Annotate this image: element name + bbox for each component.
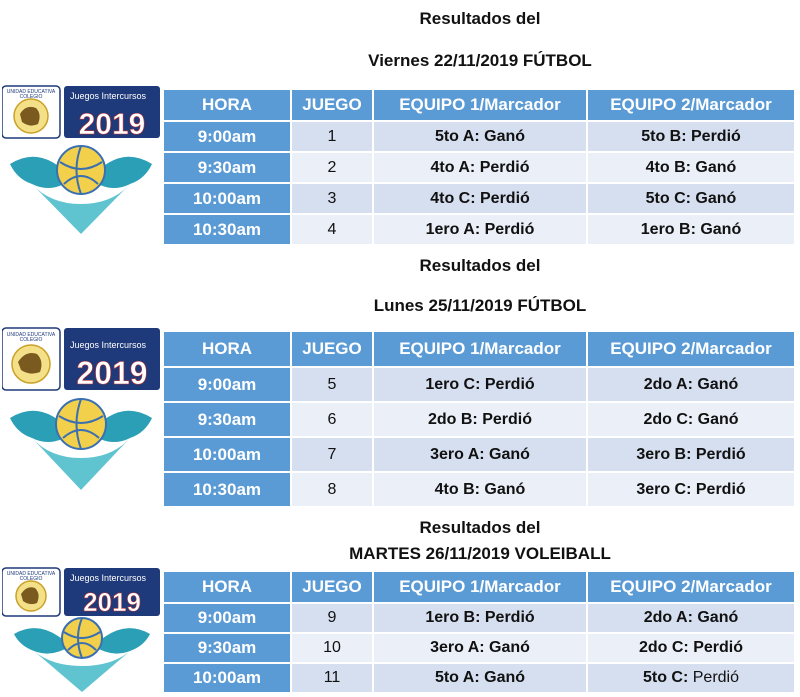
cell-equipo2: 2do C: Perdió — [588, 634, 794, 662]
section-3-logo — [2, 566, 162, 694]
table-row — [164, 473, 794, 506]
cell-equipo2: 2do A: Ganó — [588, 604, 794, 632]
cell-hora: 9:00am — [164, 368, 290, 401]
cell-equipo2: 3ero B: Perdió — [588, 438, 794, 471]
table-header-row — [164, 572, 794, 602]
cell-equipo1: 4to B: Ganó — [374, 473, 586, 506]
cell-juego: 2 — [292, 153, 372, 182]
header-juego: JUEGO — [292, 332, 372, 366]
table-row — [164, 368, 794, 401]
table-row — [164, 438, 794, 471]
cell-juego: 9 — [292, 604, 372, 632]
cell-hora: 10:30am — [164, 473, 290, 506]
cell-juego: 11 — [292, 664, 372, 692]
cell-hora: 10:00am — [164, 438, 290, 471]
cell-juego: 5 — [292, 368, 372, 401]
section-3-title-line2: MARTES 26/11/2019 VOLEIBALL — [349, 544, 611, 563]
section-1-logo — [2, 84, 162, 244]
badge-line1: UNIDAD EDUCATIVA — [6, 332, 56, 338]
cell-equipo1: 5to A: Ganó — [374, 122, 586, 151]
badge-line2: COLEGIO — [19, 576, 43, 582]
cell-hora: 10:30am — [164, 215, 290, 244]
logo-graphic — [2, 84, 162, 244]
table-row — [164, 215, 794, 244]
table-header-row — [164, 90, 794, 120]
header-juego: JUEGO — [292, 572, 372, 602]
cell-equipo1: 5to A: Ganó — [374, 664, 586, 692]
header-hora: HORA — [164, 572, 290, 602]
cell-hora: 9:30am — [164, 153, 290, 182]
logo-graphic — [2, 566, 162, 694]
cell-juego: 8 — [292, 473, 372, 506]
cell-hora: 10:00am — [164, 664, 290, 692]
header-equipo1: EQUIPO 1/Marcador — [374, 572, 586, 602]
cell-equipo1: 2do B: Perdió — [374, 403, 586, 436]
badge-line2: COLEGIO — [19, 337, 43, 343]
cell-equipo1: 1ero C: Perdió — [374, 368, 586, 401]
cell-hora: 9:00am — [164, 122, 290, 151]
table-row — [164, 184, 794, 213]
cell-equipo2: 4to B: Ganó — [588, 153, 794, 182]
cell-juego: 7 — [292, 438, 372, 471]
table-header-row — [164, 332, 794, 366]
badge-line1: UNIDAD EDUCATIVA — [6, 89, 56, 95]
cell-equipo2: 1ero B: Ganó — [588, 215, 794, 244]
table-row — [164, 634, 794, 662]
header-hora: HORA — [164, 90, 290, 120]
table-row — [164, 403, 794, 436]
cell-equipo1: 1ero A: Perdió — [374, 215, 586, 244]
cell-equipo2: 5to C: Ganó — [588, 184, 794, 213]
section-2-title-line2: Lunes 25/11/2019 FÚTBOL — [373, 296, 587, 315]
banner-year: 2019 — [78, 108, 146, 141]
badge-line2: COLEGIO — [19, 94, 43, 100]
header-equipo2: EQUIPO 2/Marcador — [588, 572, 794, 602]
badge-line1: UNIDAD EDUCATIVA — [6, 571, 56, 577]
section-1-title-line1: Resultados del — [419, 9, 541, 28]
cell-juego: 3 — [292, 184, 372, 213]
banner-text: Juegos Intercursos — [70, 340, 147, 350]
cell-equipo2 — [588, 664, 794, 692]
cell-juego: 6 — [292, 403, 372, 436]
header-juego: JUEGO — [292, 90, 372, 120]
cell-equipo1: 3ero A: Ganó — [374, 438, 586, 471]
cell-equipo1: 3ero A: Ganó — [374, 634, 586, 662]
cell-hora: 9:30am — [164, 634, 290, 662]
header-equipo1: EQUIPO 1/Marcador — [374, 90, 586, 120]
cell-juego: 1 — [292, 122, 372, 151]
header-hora: HORA — [164, 332, 290, 366]
header-equipo2: EQUIPO 2/Marcador — [588, 332, 794, 366]
section-1-table — [162, 88, 796, 246]
cell-equipo2: 3ero C: Perdió — [588, 473, 794, 506]
cell-equipo1: 4to C: Perdió — [374, 184, 586, 213]
banner-year: 2019 — [83, 587, 141, 617]
section-2-logo — [2, 326, 162, 496]
cell-equipo2: 2do C: Ganó — [588, 403, 794, 436]
banner-text: Juegos Intercursos — [70, 573, 147, 583]
table-row — [164, 153, 794, 182]
banner-text: Juegos Intercursos — [70, 91, 147, 101]
cell-equipo2-team: 5to C: — [642, 669, 689, 686]
table-row — [164, 664, 794, 692]
header-equipo1: EQUIPO 1/Marcador — [374, 332, 586, 366]
table-row — [164, 604, 794, 632]
cell-equipo1: 1ero B: Perdió — [374, 604, 586, 632]
cell-juego: 10 — [292, 634, 372, 662]
cell-juego: 4 — [292, 215, 372, 244]
cell-equipo2: 5to B: Perdió — [588, 122, 794, 151]
section-2-table — [162, 330, 796, 508]
header-equipo2: EQUIPO 2/Marcador — [588, 90, 794, 120]
section-2-title-line1: Resultados del — [419, 256, 541, 275]
cell-equipo1: 4to A: Perdió — [374, 153, 586, 182]
section-1-title-line2: Viernes 22/11/2019 FÚTBOL — [368, 51, 592, 70]
section-3-title-line1: Resultados del — [419, 518, 541, 537]
cell-hora: 10:00am — [164, 184, 290, 213]
cell-equipo2-result: Perdió — [688, 669, 740, 686]
logo-graphic — [2, 326, 162, 496]
cell-hora: 9:30am — [164, 403, 290, 436]
table-row — [164, 122, 794, 151]
cell-equipo2: 2do A: Ganó — [588, 368, 794, 401]
cell-hora: 9:00am — [164, 604, 290, 632]
banner-year: 2019 — [76, 355, 148, 391]
section-3-table — [162, 570, 796, 694]
